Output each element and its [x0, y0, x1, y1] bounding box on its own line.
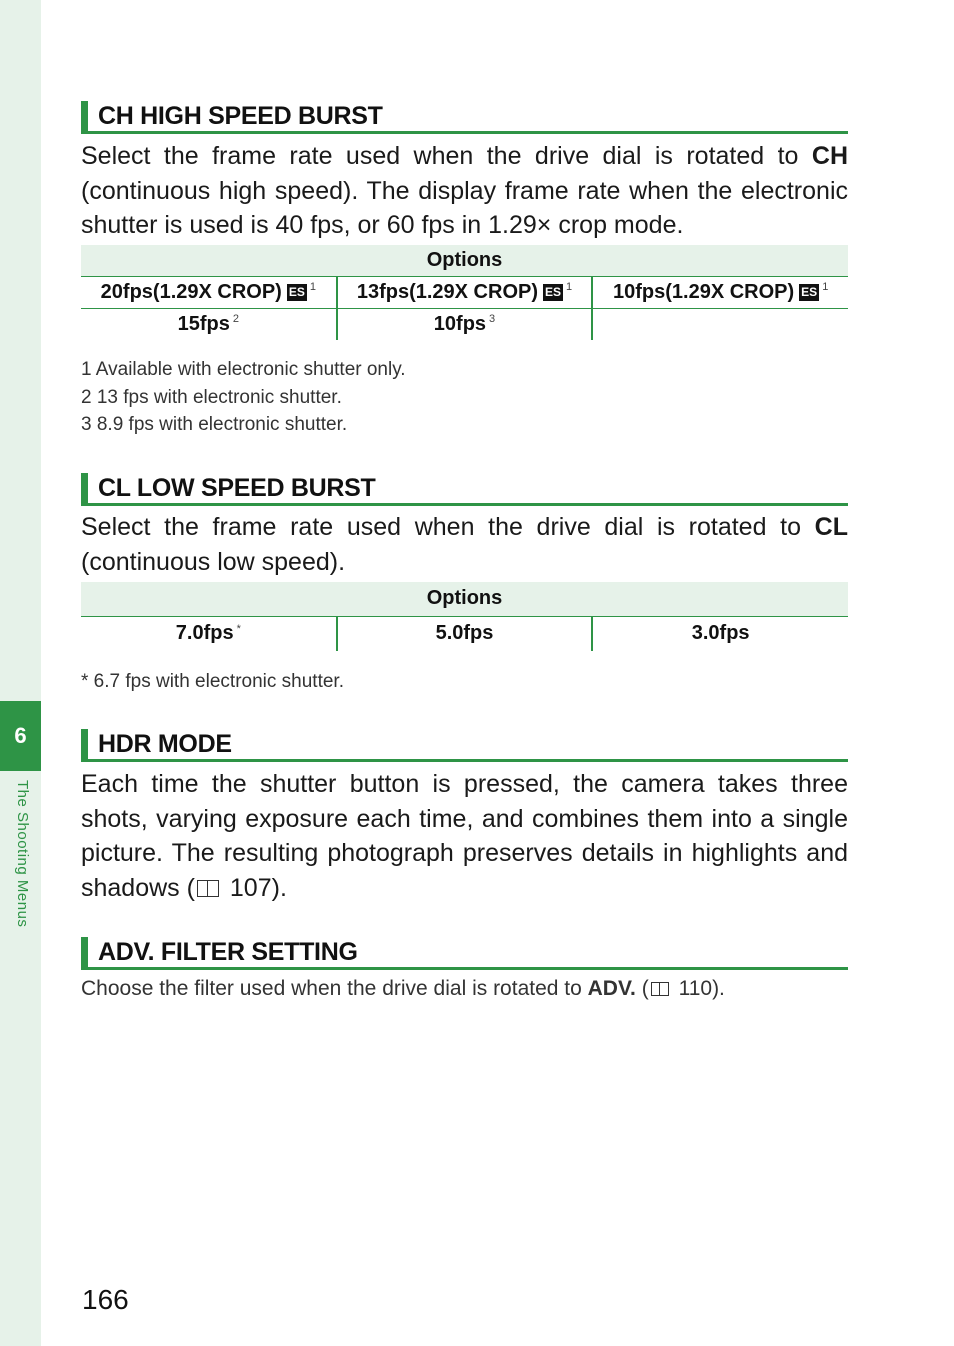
table-row	[81, 308, 848, 340]
ch-description	[81, 139, 848, 243]
section-heading-hdr	[81, 729, 848, 762]
footnote: 2 13 fps with electronic shutter.	[81, 387, 342, 408]
heading-marker	[81, 101, 88, 131]
heading-text: HDR MODE	[98, 730, 232, 758]
option-cell[interactable]: 7.0fps *	[175, 622, 241, 645]
heading-marker	[81, 729, 88, 759]
ch-body-text-2: (continuous high speed). The display frame rate when the electronic shutter is used is 40 fps, or 60 fps in 1.29× crop mode.	[81, 176, 848, 239]
footnote: 3 8.9 fps with electronic shutter.	[81, 414, 348, 435]
page-reference[interactable]: 107	[229, 873, 272, 902]
chapter-sidebar	[0, 0, 41, 1346]
book-icon	[197, 880, 219, 897]
heading-text: CH HIGH SPEED BURST	[98, 102, 383, 130]
chapter-number-tab[interactable]: 6	[0, 701, 41, 771]
page-number: 166	[82, 1284, 129, 1315]
option-cell[interactable]: 20fps(1.29X CROP) ES $^1$	[81, 276, 337, 308]
page-reference[interactable]: 110	[678, 977, 713, 1000]
table-header: Options	[81, 582, 848, 616]
adv-description: Choose the filter used when the drive dial is rotated to ADV. ( 110).	[81, 977, 725, 1000]
option-cell[interactable]: 15fps $^2$	[177, 312, 240, 335]
cl-body-text: Select the frame rate used when the drive dial is rotated to	[81, 513, 801, 541]
heading-marker	[81, 473, 88, 503]
section-heading-ch	[81, 101, 848, 134]
cl-key: CL	[814, 513, 848, 541]
es-icon: ES	[545, 284, 562, 299]
table-header: Options	[81, 245, 848, 276]
table-row	[81, 616, 848, 651]
section-heading-adv	[81, 937, 848, 970]
hdr-body-text: Each time the shutter button is pressed, the camera takes three shots, varying exposure each time, and combines them into a single picture. The resulting photograph preserves details in highlights and shadows (	[81, 770, 848, 902]
es-icon: ES	[801, 284, 818, 299]
book-icon	[651, 982, 669, 996]
es-icon: ES	[288, 284, 305, 299]
heading-text: ADV. FILTER SETTING	[98, 938, 358, 966]
cl-options-table	[81, 582, 848, 651]
footnote: * 6.7 fps with electronic shutter.	[81, 671, 344, 692]
hdr-description: Each time the shutter button is pressed, the camera takes three shots, varying exposure each time, and combines them into a single picture. The resulting photograph preserves details in highlights and shadows ( 107).	[81, 770, 848, 902]
table-row	[81, 276, 848, 308]
ch-body-text: Select the frame rate used when the drive dial is rotated to	[81, 142, 799, 170]
chapter-title: The Shooting Menus	[14, 780, 31, 928]
adv-body-text: Choose the filter used when the drive dial is rotated to	[81, 977, 582, 1000]
option-cell[interactable]: 10fps(1.29X CROP) ES $^1$	[592, 276, 848, 308]
cl-body-text-2: (continuous low speed).	[81, 547, 346, 576]
empty-cell	[592, 308, 848, 340]
option-cell[interactable]: 3.0fps	[592, 616, 848, 651]
ch-options-table	[81, 245, 848, 340]
option-cell[interactable]: 5.0fps	[337, 616, 593, 651]
section-heading-cl	[81, 473, 848, 506]
option-cell[interactable]: 10fps $^3$	[337, 308, 593, 340]
cl-description	[81, 510, 848, 579]
ch-key: CH	[811, 142, 848, 170]
heading-text: CL LOW SPEED BURST	[98, 474, 376, 502]
footnote: 1 Available with electronic shutter only.	[81, 359, 406, 380]
adv-key: ADV.	[587, 977, 636, 1000]
heading-marker	[81, 937, 88, 967]
option-cell[interactable]: 13fps(1.29X CROP) ES $^1$	[337, 276, 593, 308]
